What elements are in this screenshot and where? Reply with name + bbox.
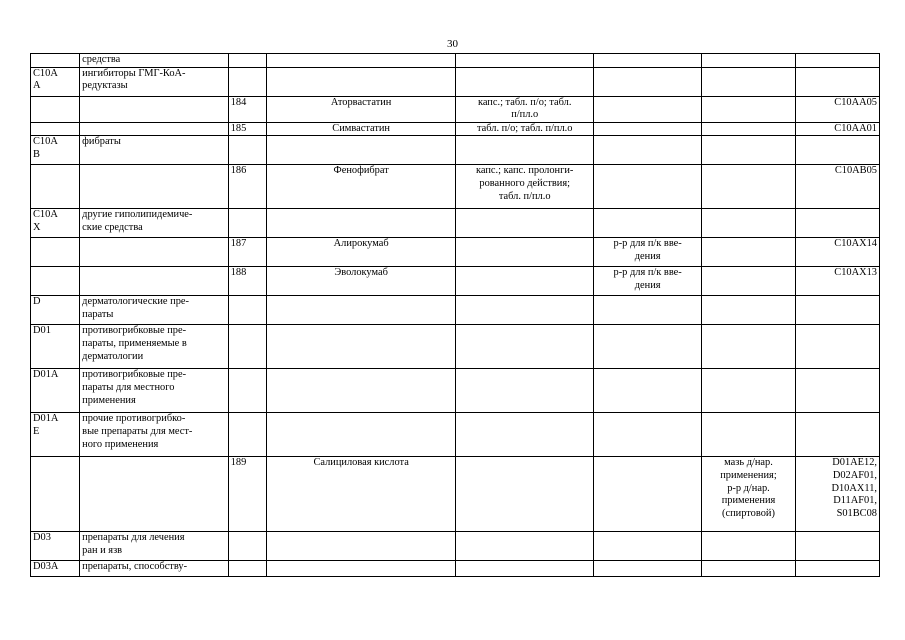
atc-reference-cell xyxy=(795,136,879,165)
dosage-form-cell xyxy=(456,296,593,325)
dosage-form-cell xyxy=(456,325,593,369)
group-name-cell xyxy=(80,267,229,296)
drug-list-table xyxy=(30,53,880,577)
dosage-form-cell xyxy=(456,413,593,457)
dosage-form-injection-cell xyxy=(593,54,701,68)
drug-name-cell: Симвастатин xyxy=(266,122,456,136)
atc-code-cell xyxy=(31,165,80,209)
dosage-form-injection-cell xyxy=(593,457,701,532)
item-number-cell: 184 xyxy=(228,96,266,122)
atc-code-cell: D03A xyxy=(31,561,80,577)
item-number-cell: 189 xyxy=(228,457,266,532)
drug-name-cell: Аторвастатин xyxy=(266,96,456,122)
dosage-form-cell: табл. п/о; табл. п/пл.о xyxy=(456,122,593,136)
dosage-form-injection-cell xyxy=(593,122,701,136)
drug-name-cell: Салициловая кислота xyxy=(266,457,456,532)
dosage-form-topical-cell xyxy=(702,267,795,296)
table-row xyxy=(31,325,880,369)
item-number-cell xyxy=(228,54,266,68)
drug-name-cell xyxy=(266,296,456,325)
table-row xyxy=(31,136,880,165)
group-name-cell: препараты для лечения ран и язв xyxy=(80,532,229,561)
item-number-cell: 185 xyxy=(228,122,266,136)
dosage-form-cell: капс.; капс. пролонги- рованного действия; табл. п/пл.о xyxy=(456,165,593,209)
dosage-form-injection-cell xyxy=(593,561,701,577)
dosage-form-injection-cell xyxy=(593,296,701,325)
item-number-cell xyxy=(228,296,266,325)
group-name-cell: дерматологические пре- параты xyxy=(80,296,229,325)
table-row xyxy=(31,54,880,68)
dosage-form-cell xyxy=(456,238,593,267)
drug-name-cell xyxy=(266,561,456,577)
dosage-form-topical-cell xyxy=(702,165,795,209)
item-number-cell: 187 xyxy=(228,238,266,267)
dosage-form-topical-cell xyxy=(702,325,795,369)
table-body xyxy=(31,54,880,577)
dosage-form-cell xyxy=(456,561,593,577)
item-number-cell: 188 xyxy=(228,267,266,296)
table-row xyxy=(31,67,880,96)
table-row xyxy=(31,457,880,532)
atc-code-cell: D01A xyxy=(31,369,80,413)
group-name-cell: противогрибковые пре- параты для местного применения xyxy=(80,369,229,413)
dosage-form-injection-cell xyxy=(593,325,701,369)
atc-reference-cell xyxy=(795,67,879,96)
dosage-form-injection-cell xyxy=(593,165,701,209)
atc-reference-cell: C10AA05 xyxy=(795,96,879,122)
group-name-cell xyxy=(80,238,229,267)
atc-code-cell xyxy=(31,54,80,68)
drug-name-cell xyxy=(266,325,456,369)
dosage-form-injection-cell xyxy=(593,67,701,96)
dosage-form-topical-cell xyxy=(702,96,795,122)
table-row xyxy=(31,267,880,296)
dosage-form-topical-cell xyxy=(702,561,795,577)
atc-reference-cell: C10AX13 xyxy=(795,267,879,296)
dosage-form-injection-cell xyxy=(593,369,701,413)
dosage-form-injection-cell xyxy=(593,413,701,457)
group-name-cell: противогрибковые пре- параты, применяемые в дерматологии xyxy=(80,325,229,369)
drug-name-cell xyxy=(266,532,456,561)
drug-name-cell xyxy=(266,54,456,68)
table-row xyxy=(31,413,880,457)
dosage-form-topical-cell xyxy=(702,369,795,413)
drug-name-cell: Эволокумаб xyxy=(266,267,456,296)
dosage-form-cell xyxy=(456,457,593,532)
item-number-cell xyxy=(228,209,266,238)
group-name-cell: ингибиторы ГМГ-КоА- редуктазы xyxy=(80,67,229,96)
dosage-form-injection-cell xyxy=(593,96,701,122)
atc-reference-cell xyxy=(795,532,879,561)
atc-reference-cell xyxy=(795,209,879,238)
item-number-cell xyxy=(228,561,266,577)
dosage-form-topical-cell xyxy=(702,296,795,325)
dosage-form-topical-cell xyxy=(702,532,795,561)
atc-reference-cell: C10AB05 xyxy=(795,165,879,209)
table-row xyxy=(31,238,880,267)
dosage-form-topical-cell: мазь д/нар. применения; р-р д/нар. применения (спиртовой) xyxy=(702,457,795,532)
dosage-form-topical-cell xyxy=(702,209,795,238)
group-name-cell xyxy=(80,122,229,136)
group-name-cell: фибраты xyxy=(80,136,229,165)
table-row xyxy=(31,96,880,122)
atc-reference-cell xyxy=(795,561,879,577)
drug-name-cell xyxy=(266,67,456,96)
dosage-form-topical-cell xyxy=(702,136,795,165)
group-name-cell: препараты, способству- xyxy=(80,561,229,577)
dosage-form-cell xyxy=(456,267,593,296)
item-number-cell xyxy=(228,67,266,96)
atc-reference-cell xyxy=(795,325,879,369)
dosage-form-cell xyxy=(456,532,593,561)
atc-code-cell: C10A B xyxy=(31,136,80,165)
dosage-form-cell xyxy=(456,67,593,96)
dosage-form-cell xyxy=(456,369,593,413)
item-number-cell xyxy=(228,532,266,561)
item-number-cell xyxy=(228,136,266,165)
drug-name-cell xyxy=(266,413,456,457)
drug-name-cell xyxy=(266,369,456,413)
atc-reference-cell: C10AX14 xyxy=(795,238,879,267)
group-name-cell: другие гиполипидемиче- ские средства xyxy=(80,209,229,238)
drug-name-cell: Фенофибрат xyxy=(266,165,456,209)
atc-code-cell: D03 xyxy=(31,532,80,561)
drug-name-cell: Алирокумаб xyxy=(266,238,456,267)
atc-code-cell xyxy=(31,122,80,136)
atc-code-cell: C10A X xyxy=(31,209,80,238)
item-number-cell xyxy=(228,413,266,457)
dosage-form-injection-cell xyxy=(593,136,701,165)
table-row xyxy=(31,209,880,238)
item-number-cell: 186 xyxy=(228,165,266,209)
dosage-form-topical-cell xyxy=(702,122,795,136)
atc-reference-cell: D01AE12, D02AF01, D10AX11, D11AF01, S01BC08 xyxy=(795,457,879,532)
table-row xyxy=(31,122,880,136)
atc-code-cell xyxy=(31,267,80,296)
dosage-form-injection-cell: р-р для п/к вве- дения xyxy=(593,267,701,296)
dosage-form-cell xyxy=(456,54,593,68)
atc-reference-cell xyxy=(795,369,879,413)
dosage-form-topical-cell xyxy=(702,413,795,457)
item-number-cell xyxy=(228,325,266,369)
dosage-form-topical-cell xyxy=(702,54,795,68)
group-name-cell xyxy=(80,96,229,122)
table-row xyxy=(31,532,880,561)
group-name-cell: средства xyxy=(80,54,229,68)
table-row xyxy=(31,296,880,325)
dosage-form-cell: капс.; табл. п/о; табл. п/пл.о xyxy=(456,96,593,122)
atc-reference-cell xyxy=(795,54,879,68)
atc-reference-cell xyxy=(795,296,879,325)
table-row xyxy=(31,369,880,413)
dosage-form-topical-cell xyxy=(702,67,795,96)
dosage-form-cell xyxy=(456,136,593,165)
atc-code-cell xyxy=(31,457,80,532)
atc-reference-cell: C10AA01 xyxy=(795,122,879,136)
drug-name-cell xyxy=(266,209,456,238)
dosage-form-topical-cell xyxy=(702,238,795,267)
dosage-form-cell xyxy=(456,209,593,238)
drug-name-cell xyxy=(266,136,456,165)
dosage-form-injection-cell xyxy=(593,532,701,561)
atc-code-cell xyxy=(31,238,80,267)
dosage-form-injection-cell: р-р для п/к вве- дения xyxy=(593,238,701,267)
group-name-cell: прочие противогрибко- вые препараты для мест- ного применения xyxy=(80,413,229,457)
atc-code-cell: C10A A xyxy=(31,67,80,96)
group-name-cell xyxy=(80,165,229,209)
atc-code-cell xyxy=(31,96,80,122)
dosage-form-injection-cell xyxy=(593,209,701,238)
page-number: 30 xyxy=(447,38,458,50)
table-row xyxy=(31,561,880,577)
atc-code-cell: D01A E xyxy=(31,413,80,457)
group-name-cell xyxy=(80,457,229,532)
atc-code-cell: D01 xyxy=(31,325,80,369)
atc-reference-cell xyxy=(795,413,879,457)
item-number-cell xyxy=(228,369,266,413)
atc-code-cell: D xyxy=(31,296,80,325)
table-row xyxy=(31,165,880,209)
